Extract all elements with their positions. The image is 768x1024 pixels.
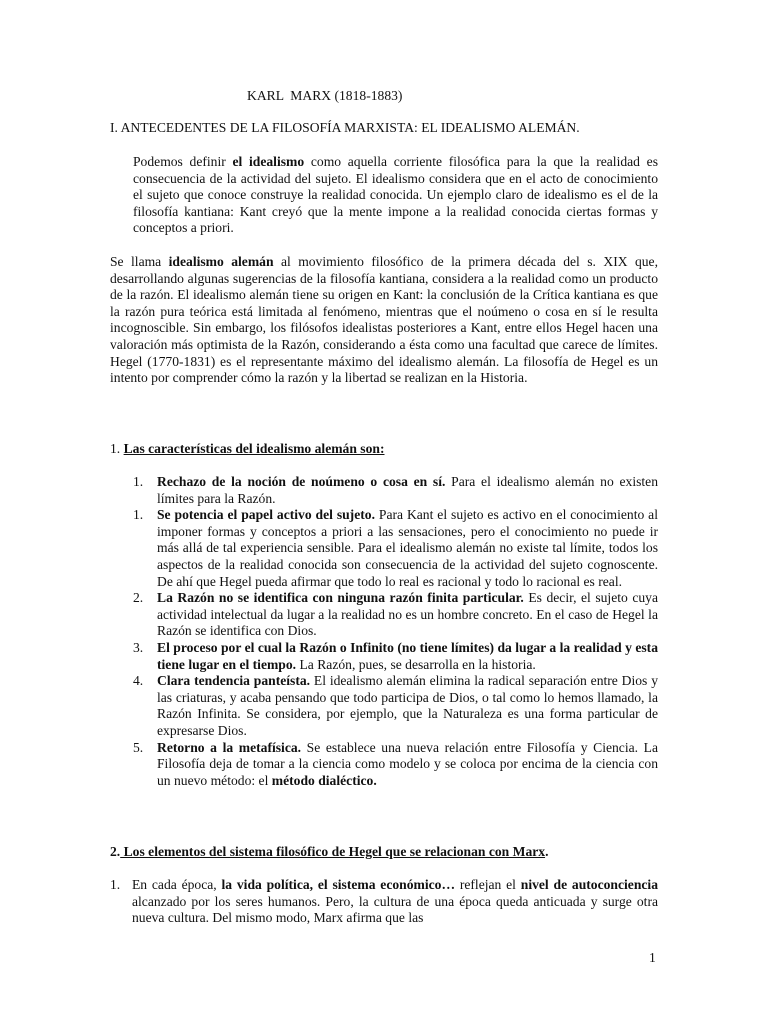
list-item bbox=[133, 740, 658, 790]
list-item-number: 1. bbox=[133, 474, 144, 489]
section1-heading: I. ANTECEDENTES DE LA FILOSOFÍA MARXISTA: EL IDEALISMO ALEMÁN. bbox=[110, 120, 580, 135]
list-item-bold: El proceso por el cual la Razón o Infinito (no tiene límites) da lugar a la realidad y esta tiene lugar en el tiempo. bbox=[157, 639, 658, 672]
characteristics-heading-text: Las características del idealismo alemán son: bbox=[123, 441, 385, 456]
intro-text-after: como aquella corriente filosófica para la que la realidad es consecuencia de la actividad del sujeto. El idealismo considera que en el acto de conocimiento el sujeto que conoce construye la realidad conocida. Un ejemplo claro de idealismo es el de la filosofía kantiana: Kant creyó que la mente impone a la realidad conocida ciertas formas y conceptos a priori. bbox=[133, 154, 659, 236]
list-item-bold: Clara tendencia panteísta. bbox=[157, 673, 311, 689]
section2-heading bbox=[110, 844, 548, 861]
section2-heading-number: 2. bbox=[110, 844, 121, 859]
list-item-number: 1. bbox=[110, 877, 121, 892]
intro-paragraph bbox=[133, 154, 658, 237]
list-item-text: La Razón, pues, se desarrolla en la historia. bbox=[296, 656, 536, 672]
list-item-bold: Se potencia el papel activo del sujeto. bbox=[157, 507, 375, 523]
list-item-bold: La Razón no se identifica con ninguna razón finita particular. bbox=[157, 590, 524, 606]
intro-text-before: Podemos definir bbox=[133, 154, 233, 169]
list-item-text: El idealismo alemán elimina la radical separación entre Dios y las criaturas, y acaba pensando que todo participa de Dios, o tal como lo hemos llamado, la Razón Infinita. Se considera, por ejemplo, que la Naturaleza es una forma particular de expresarse Dios. bbox=[157, 673, 658, 738]
intro-bold-term: el idealismo bbox=[232, 154, 305, 169]
list-item bbox=[133, 474, 658, 507]
list-item bbox=[133, 640, 658, 673]
characteristics-list bbox=[133, 474, 658, 789]
list-item-text: En cada época, bbox=[132, 877, 222, 892]
list-item-text: alcanzado por los seres humanos. Pero, la cultura de una época queda anticuada y surge otra nueva cultura. Del mismo modo, Marx afirma que las bbox=[132, 893, 658, 926]
page-number: 1 bbox=[649, 950, 656, 965]
list-item-number: 3. bbox=[133, 639, 144, 655]
list-item bbox=[133, 507, 658, 590]
list-item-number: 4. bbox=[133, 673, 144, 689]
list-item-number: 5. bbox=[133, 739, 144, 755]
list-item bbox=[110, 877, 658, 927]
list-item-number: 2. bbox=[133, 590, 144, 606]
hegel-elements-list bbox=[110, 877, 658, 927]
characteristics-heading bbox=[110, 441, 384, 458]
list-item bbox=[133, 590, 658, 640]
document-title: KARL MARX (1818-1883) bbox=[247, 88, 403, 103]
list-item bbox=[133, 673, 658, 739]
para-text-after: al movimiento filosófico de la primera década del s. XIX que, desarrollando algunas sugerencias de la filosofía kantiana, considera a la realidad como un producto de la razón. El idealismo alemán tiene su origen en Kant: la conclusión de la Crítica kantiana es que la razón pura teórica está limitada al fenómeno, mientras que el noúmeno o cosa en sí le resulta incognoscible. Sin embargo, los filósofos idealistas posteriores a Kant, entre ellos Hegel hacen una valoración más optimista de la Razón, considerando a ésta como una facultad que carece de límites. Hegel (1770-1831) es el representante máximo del idealismo alemán. La filosofía de Hegel es un intento por comprender cómo la razón y la libertad se realizan en la Historia. bbox=[110, 254, 658, 386]
para-text-before: Se llama bbox=[110, 254, 169, 269]
list-item-text: Para Kant el sujeto es activo en el conocimiento al imponer formas y conceptos a priori a las sensaciones, pero el conocimiento no puede ir más allá de tal experiencia sensible. Para el idealismo alemán no existe tal límite, todos los aspectos de la realidad conocida son consecuencia de la actividad del sujeto cognoscente. De ahí que Hegel pueda afirmar que todo lo real es racional y todo lo racional es real. bbox=[157, 507, 658, 589]
list-item-bold: Rechazo de la noción de noúmeno o cosa en sí. bbox=[157, 474, 446, 489]
idealism-paragraph bbox=[110, 254, 658, 387]
list-item-text: Se establece una nueva relación entre Filosofía y Ciencia. La Filosofía deja de tomar a la ciencia como modelo y se coloca por encima de la ciencia con un nuevo método: el bbox=[157, 739, 658, 788]
characteristics-heading-number: 1. bbox=[110, 441, 124, 456]
list-item-text: reflejan el bbox=[455, 877, 521, 892]
list-item-text: Para el idealismo alemán no existen límites para la Razón. bbox=[157, 474, 658, 506]
list-item-bold: Retorno a la metafísica. bbox=[157, 739, 302, 755]
section2-heading-end: . bbox=[545, 844, 549, 859]
list-item-text: Es decir, el sujeto cuya actividad intelectual da lugar a la realidad no es un hombre concreto. En el caso de Hegel la Razón se identifica con Dios. bbox=[157, 590, 658, 639]
para-bold-term: idealismo alemán bbox=[168, 254, 274, 269]
list-item-bold: la vida política, el sistema económico… bbox=[221, 877, 456, 892]
list-item-bold-method: método dialéctico. bbox=[271, 772, 377, 788]
list-item-bold: nivel de autoconciencia bbox=[520, 877, 658, 892]
list-item-number: 1. bbox=[133, 507, 144, 523]
section2-heading-text: Los elementos del sistema filosófico de Hegel que se relacionan con Marx bbox=[120, 844, 546, 859]
